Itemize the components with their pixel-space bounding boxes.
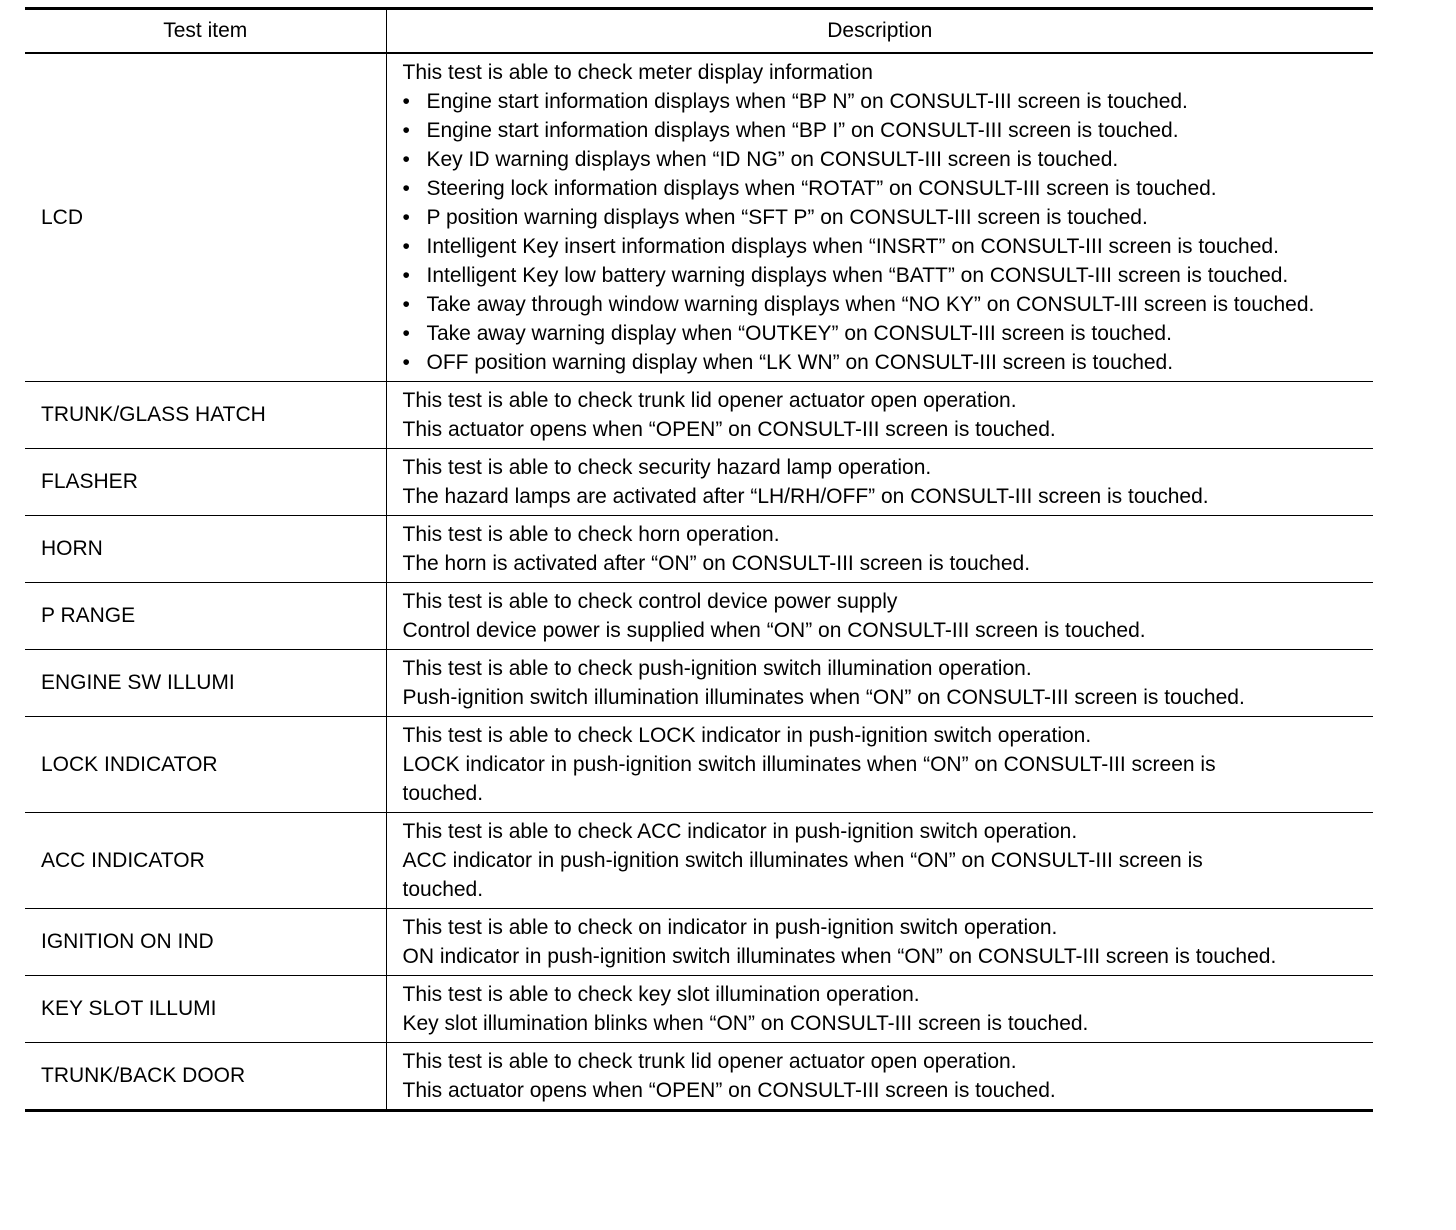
table-row: [25, 908, 1373, 975]
test-item-cell: ENGINE SW ILLUMI: [25, 649, 386, 716]
table-row: [25, 649, 1373, 716]
table-row: [25, 53, 1373, 382]
description-line: This test is able to check horn operation.: [402, 522, 780, 546]
test-item-cell: IGNITION ON IND: [25, 908, 386, 975]
table-row: [25, 381, 1373, 448]
description-bullet-item: • Key ID warning displays when “ID NG” on CONSULT-III screen is touched.: [403, 145, 1368, 174]
description-line: touched.: [402, 781, 484, 805]
test-item-cell: ACC INDICATOR: [25, 812, 386, 908]
description-line: This actuator opens when “OPEN” on CONSULT-III screen is touched.: [402, 1078, 1056, 1102]
description-line: This test is able to check key slot illumination operation.: [402, 982, 920, 1006]
header-row: [25, 9, 1373, 53]
description-line: ACC indicator in push-ignition switch illuminates when “ON” on CONSULT-III screen is: [402, 848, 1203, 872]
description-line: This test is able to check on indicator in push-ignition switch operation.: [402, 915, 1058, 939]
header-description: Description: [386, 9, 1373, 53]
description-line: Control device power is supplied when “ON” on CONSULT-III screen is touched.: [402, 618, 1146, 642]
description-bullet-item: • Engine start information displays when “BP I” on CONSULT-III screen is touched.: [403, 116, 1368, 145]
description-bullet-item: • Take away through window warning displays when “NO KY” on CONSULT-III screen is touched.: [403, 290, 1368, 319]
description-bullet-item: • P position warning displays when “SFT P” on CONSULT-III screen is touched.: [403, 203, 1368, 232]
description-line: This test is able to check security hazard lamp operation.: [402, 455, 932, 479]
description-line: This test is able to check ACC indicator in push-ignition switch operation.: [402, 819, 1078, 843]
description-line: This actuator opens when “OPEN” on CONSULT-III screen is touched.: [402, 417, 1056, 441]
table-row: [25, 812, 1373, 908]
table-row: [25, 448, 1373, 515]
description-cell: [386, 649, 1373, 716]
test-item-cell: LCD: [25, 53, 386, 382]
table-row: [25, 1042, 1373, 1110]
test-item-cell: KEY SLOT ILLUMI: [25, 975, 386, 1042]
description-bullet-item: • OFF position warning display when “LK WN” on CONSULT-III screen is touched.: [403, 348, 1368, 377]
description-cell: [386, 908, 1373, 975]
test-item-cell: FLASHER: [25, 448, 386, 515]
description-cell: [386, 515, 1373, 582]
description-line: touched.: [402, 877, 484, 901]
table-row: [25, 975, 1373, 1042]
description-line: The horn is activated after “ON” on CONSULT-III screen is touched.: [402, 551, 1031, 575]
description-cell: [386, 582, 1373, 649]
table-row: [25, 582, 1373, 649]
description-line: Key slot illumination blinks when “ON” on CONSULT-III screen is touched.: [402, 1011, 1089, 1035]
description-line: ON indicator in push-ignition switch illuminates when “ON” on CONSULT-III screen is touched.: [402, 944, 1277, 968]
test-item-cell: TRUNK/BACK DOOR: [25, 1042, 386, 1110]
test-item-table: [25, 7, 1373, 1112]
test-item-cell: LOCK INDICATOR: [25, 716, 386, 812]
description-cell: [386, 975, 1373, 1042]
table-row: [25, 716, 1373, 812]
header-test-item: Test item: [25, 9, 386, 53]
description-bullet-item: • Steering lock information displays when “ROTAT” on CONSULT-III screen is touched.: [403, 174, 1368, 203]
description-bullet-item: • Take away warning display when “OUTKEY” on CONSULT-III screen is touched.: [403, 319, 1368, 348]
test-item-cell: P RANGE: [25, 582, 386, 649]
description-line: This test is able to check LOCK indicator in push-ignition switch operation.: [402, 723, 1092, 747]
table-row: [25, 515, 1373, 582]
description-line: Push-ignition switch illumination illuminates when “ON” on CONSULT-III screen is touched.: [402, 685, 1245, 709]
description-line: The hazard lamps are activated after “LH/RH/OFF” on CONSULT-III screen is touched.: [402, 484, 1209, 508]
description-cell: [386, 716, 1373, 812]
description-cell: [386, 381, 1373, 448]
description-bullet-item: • Engine start information displays when “BP N” on CONSULT-III screen is touched.: [403, 87, 1368, 116]
description-line: This test is able to check control device power supply: [402, 589, 898, 613]
test-item-cell: TRUNK/GLASS HATCH: [25, 381, 386, 448]
description-bullet-item: • Intelligent Key insert information displays when “INSRT” on CONSULT-III screen is touched.: [403, 232, 1368, 261]
description-line: This test is able to check push-ignition switch illumination operation.: [402, 656, 1032, 680]
description-cell: [386, 53, 1373, 382]
description-cell: [386, 1042, 1373, 1110]
description-cell: [386, 448, 1373, 515]
description-line: LOCK indicator in push-ignition switch illuminates when “ON” on CONSULT-III screen is: [402, 752, 1216, 776]
description-line: This test is able to check trunk lid opener actuator open operation.: [402, 388, 1017, 412]
description-line: This test is able to check meter display information: [402, 60, 873, 84]
description-line: This test is able to check trunk lid opener actuator open operation.: [402, 1049, 1017, 1073]
description-bullet-item: • Intelligent Key low battery warning displays when “BATT” on CONSULT-III screen is touched.: [403, 261, 1368, 290]
test-item-cell: HORN: [25, 515, 386, 582]
description-cell: [386, 812, 1373, 908]
